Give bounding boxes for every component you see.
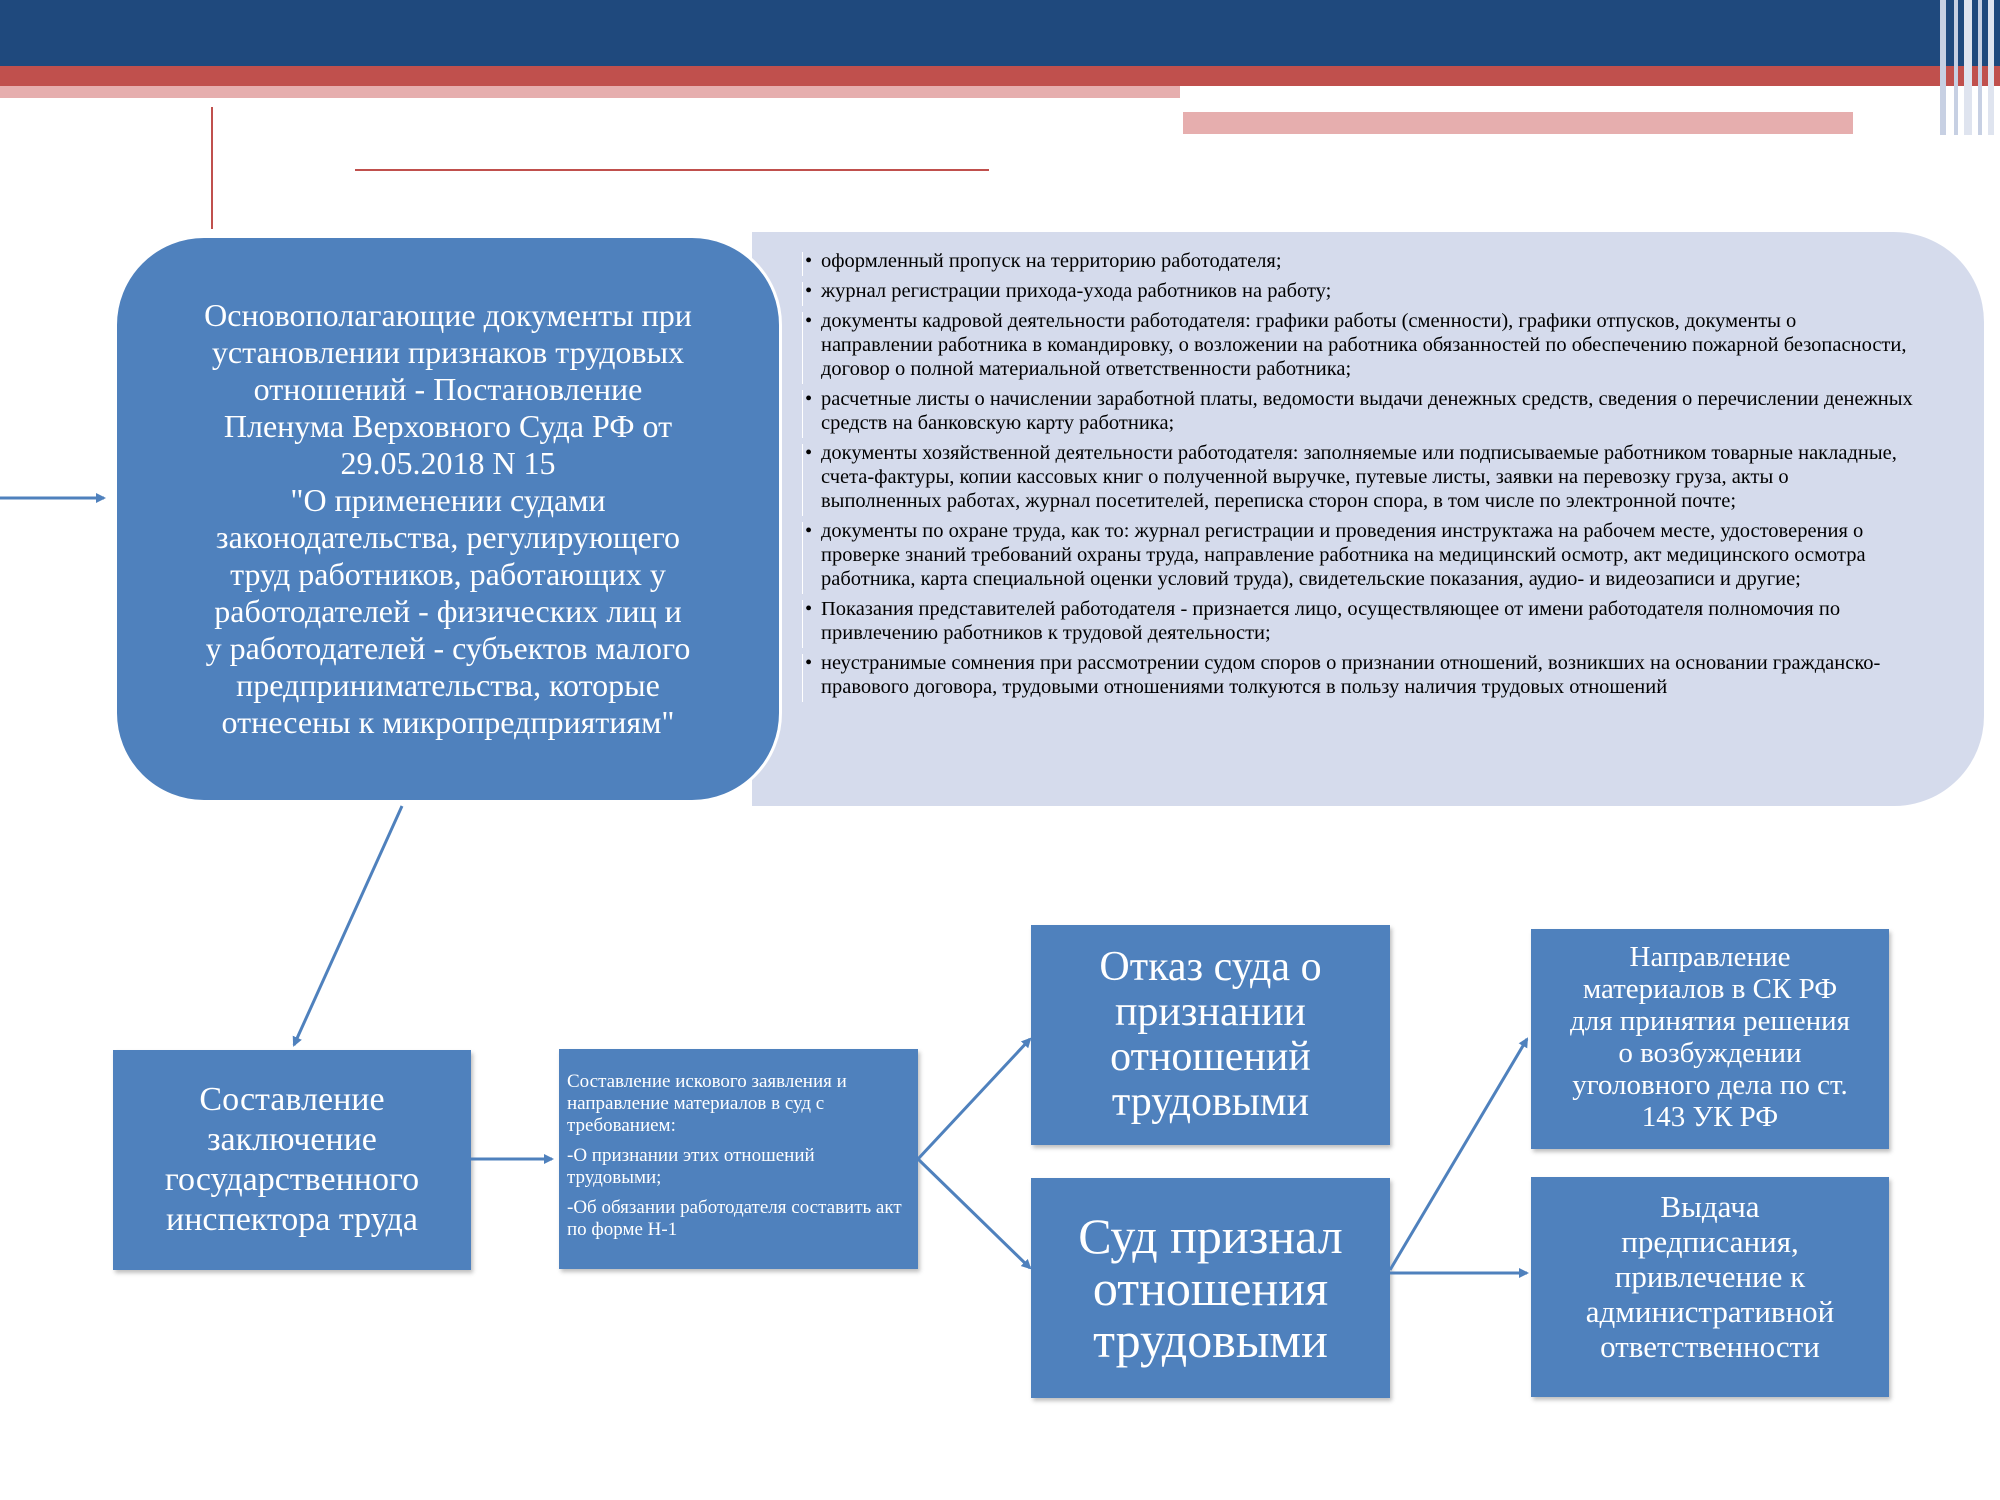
refusal-box-line: трудовыми: [1111, 1079, 1310, 1125]
list-item: • журнал регистрации прихода-ухода работников на работу;: [803, 279, 1913, 303]
main-box-text: [204, 297, 692, 741]
main-box-line: отнесены к микропредприятиям": [221, 704, 675, 740]
sk-box-line: Направление: [1629, 941, 1791, 973]
header-right-stripe-5: [1988, 0, 1994, 135]
arrow-main-to-inspector: [294, 806, 402, 1045]
list-item: • документы по охране труда, как то: журнал регистрации и проведения инструктажа на рабочем месте, удостоверения о проверке знаний требований охраны труда, направление работника на медицинский осмотр, акт медицинского осмотра работника, карта специальной оценки условий труда), свидетельские показания, аудио- и видеозаписи и другие;: [803, 519, 1913, 591]
claim-intro: Составление искового заявления и направление материалов в суд с требованием:: [567, 1071, 847, 1136]
arrow-recognized-to-sk: [1390, 1039, 1527, 1270]
title-vertical-rule: [211, 107, 213, 229]
header-white-stripe: [1183, 108, 1853, 112]
list-item: • оформленный пропуск на территорию работодателя;: [803, 249, 1913, 273]
header-pink-band: [0, 86, 1180, 98]
list-item: • документы кадровой деятельности работодателя: графики работы (сменности), графики отпусков, документы о направлении работника в командировку, о возложении на работника обязанностей по обеспечению пожарной безопасности, договор о полной материальной ответственности работника;: [803, 309, 1913, 381]
refusal-box-line: признании: [1114, 989, 1307, 1035]
sk-box-line: материалов в СК РФ: [1582, 973, 1838, 1005]
order-box-line: Выдача: [1660, 1189, 1760, 1224]
header-right-stripe-3: [1964, 0, 1972, 135]
court-recognized-box: [1031, 1178, 1390, 1398]
claim-item: -Об обязании работодателя составить акт по форме Н-1: [567, 1197, 902, 1240]
list-item: • документы хозяйственной деятельности работодателя: заполняемые или подписываемые работником товарные накладные, счета-фактуры, копии кассовых книг о полученной выручке, путевые листы, заявки на перевозку груза, акты о выполненных работах, журнал посетителей, переписка сторон спора, в том числе по электронной почте;: [803, 441, 1913, 513]
main-documents-box: [114, 235, 782, 803]
sk-box-line: 143 УК РФ: [1641, 1101, 1779, 1133]
main-box-line: предпринимательства, которые: [236, 667, 660, 703]
order-box-text: [1586, 1189, 1835, 1364]
administrative-order-box: [1531, 1177, 1889, 1397]
list-item: • расчетные листы о начислении заработной платы, ведомости выдачи денежных средств, сведения о перечислении денежных средств на банковскую карту работника;: [803, 387, 1913, 435]
main-box-line: Пленума Верховного Суда РФ от: [223, 408, 673, 444]
header-pink-thin-stripe: [1183, 128, 1613, 133]
inspector-conclusion-box: [113, 1050, 471, 1270]
recognized-box-line: Суд признал: [1078, 1208, 1343, 1264]
lawsuit-claim-box: [559, 1049, 918, 1269]
title-underline: [355, 169, 989, 171]
recognized-box-text: [1078, 1210, 1343, 1366]
refusal-box-line: Отказ суда о: [1099, 944, 1322, 990]
arrow-claim-to-refusal: [918, 1039, 1030, 1159]
inspector-box-line: государственного: [164, 1161, 420, 1198]
court-refusal-box: [1031, 925, 1390, 1145]
order-box-line: привлечение к: [1614, 1259, 1806, 1294]
refusal-box-line: отношений: [1110, 1034, 1311, 1080]
list-item: • неустранимые сомнения при рассмотрении судом споров о признании отношений, возникших на основании гражданско-правового договора, трудовыми отношениями толкуются в пользу наличия трудовых отношений: [803, 651, 1913, 699]
main-box-line: законодательства, регулирующего: [215, 519, 681, 555]
inspector-box-line: инспектора труда: [166, 1201, 418, 1238]
order-box-line: ответственности: [1600, 1329, 1820, 1364]
claim-item: -О признании этих отношений трудовыми;: [567, 1145, 815, 1188]
inspector-box-line: Составление: [199, 1081, 385, 1118]
header-right-stripe-1: [1940, 0, 1946, 135]
main-box-line: труд работников, работающих у: [230, 556, 666, 592]
header-right-stripe-2: [1954, 0, 1958, 135]
inspector-box-line: заключение: [207, 1121, 377, 1158]
order-box-line: административной: [1585, 1294, 1835, 1329]
sk-box-text: [1570, 941, 1850, 1133]
list-item: • Показания представителей работодателя - признается лицо, осуществляющее от имени работодателя полномочия по привлечению работников к трудовой деятельности;: [803, 597, 1913, 645]
header-dark-band: [0, 0, 2000, 66]
inspector-box-text: [165, 1080, 419, 1240]
documents-list: [803, 249, 1913, 705]
sk-box-line: для принятия решения: [1570, 1005, 1850, 1037]
main-box-line: у работодателей - субъектов малого: [205, 630, 691, 666]
header-right-stripe-4: [1978, 0, 1982, 135]
main-box-line: работодателей - физических лиц и: [214, 593, 682, 629]
sk-box-line: о возбуждении: [1618, 1037, 1802, 1069]
main-box-line: отношений - Постановление: [253, 371, 643, 407]
recognized-box-line: трудовыми: [1093, 1312, 1328, 1368]
investigative-committee-box: [1531, 929, 1889, 1149]
main-box-line: "О применении судами: [290, 482, 606, 518]
main-box-line: 29.05.2018 N 15: [340, 445, 556, 481]
sk-box-line: уголовного дела по ст.: [1572, 1069, 1848, 1101]
recognized-box-line: отношения: [1092, 1260, 1329, 1316]
order-box-line: предписания,: [1621, 1224, 1799, 1259]
refusal-box-text: [1099, 945, 1321, 1125]
arrow-claim-to-recognized: [918, 1159, 1030, 1268]
main-box-line: установлении признаков трудовых: [211, 334, 685, 370]
header-red-band: [0, 66, 2000, 86]
main-box-line: Основополагающие документы при: [204, 297, 692, 333]
